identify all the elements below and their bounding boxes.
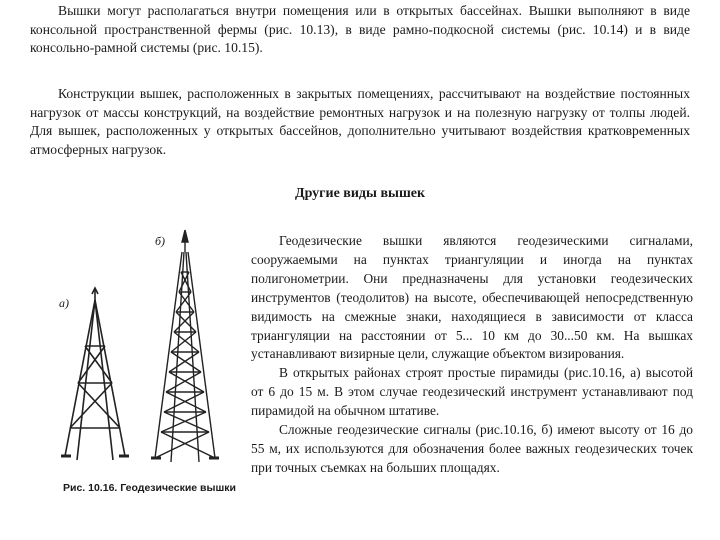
section-paragraph-2: В открытых районах строят простые пирамиды (рис.10.16, а) высотой от 6 до 15 м. В этом случае геодезический инструмент устанавливают под пирамидой на обычном штативе. xyxy=(251,365,693,419)
tower-a-illustration xyxy=(61,288,129,460)
section-paragraph-3: Сложные геодезические сигналы (рис.10.16, б) имеют высоту от 16 до 55 м, их используются для обозначения более важных геодезических точек при точных съемках на больших площадях. xyxy=(251,422,693,475)
intro-paragraph-1: Вышки могут располагаться внутри помещения или в открытых бассейнах. Вышки выполняют в виде консольной пространственной фермы (рис. 10.13), в виде рамно-подкосной системы (рис. 10.14) и в виде консольно-рамной системы (рис. 10.15). xyxy=(30,3,690,56)
geodetic-towers-illustration xyxy=(55,228,245,478)
section-paragraph-1: Геодезические вышки являются геодезическими сигналами, сооружаемыми на пунктах триангуляции и иногда на пунктах полигонометрии. Они предназначены для установки геодезических инструментов (теодолитов) на высоте, обеспечивающей непосредственную видимость на смежные знаки, находящиеся в зависимости от класса триангуляции на расстоянии от 5... 10 км до 30...50 км. На вышках устанавливают визирные цели, служащие объектом визирования. xyxy=(251,233,693,362)
section-body xyxy=(251,232,693,478)
figure-geodetic-towers xyxy=(55,228,245,498)
intro-paragraph-2: Конструкции вышек, расположенных в закрытых помещениях, рассчитывают на воздействие постоянных нагрузок от массы конструкций, на воздействие ремонтных нагрузок и на полезную нагрузку от толпы людей. Для вышек, расположенных у открытых бассейнов, дополнительно учитывают воздействия кратковременных атмосферных нагрузок. xyxy=(30,86,690,157)
figure-label-b: б) xyxy=(155,234,166,248)
figure-caption: Рис. 10.16. Геодезические вышки xyxy=(63,482,236,494)
figure-label-a: а) xyxy=(59,296,69,310)
section-heading: Другие виды вышек xyxy=(294,186,426,201)
tower-b-illustration xyxy=(151,230,219,462)
